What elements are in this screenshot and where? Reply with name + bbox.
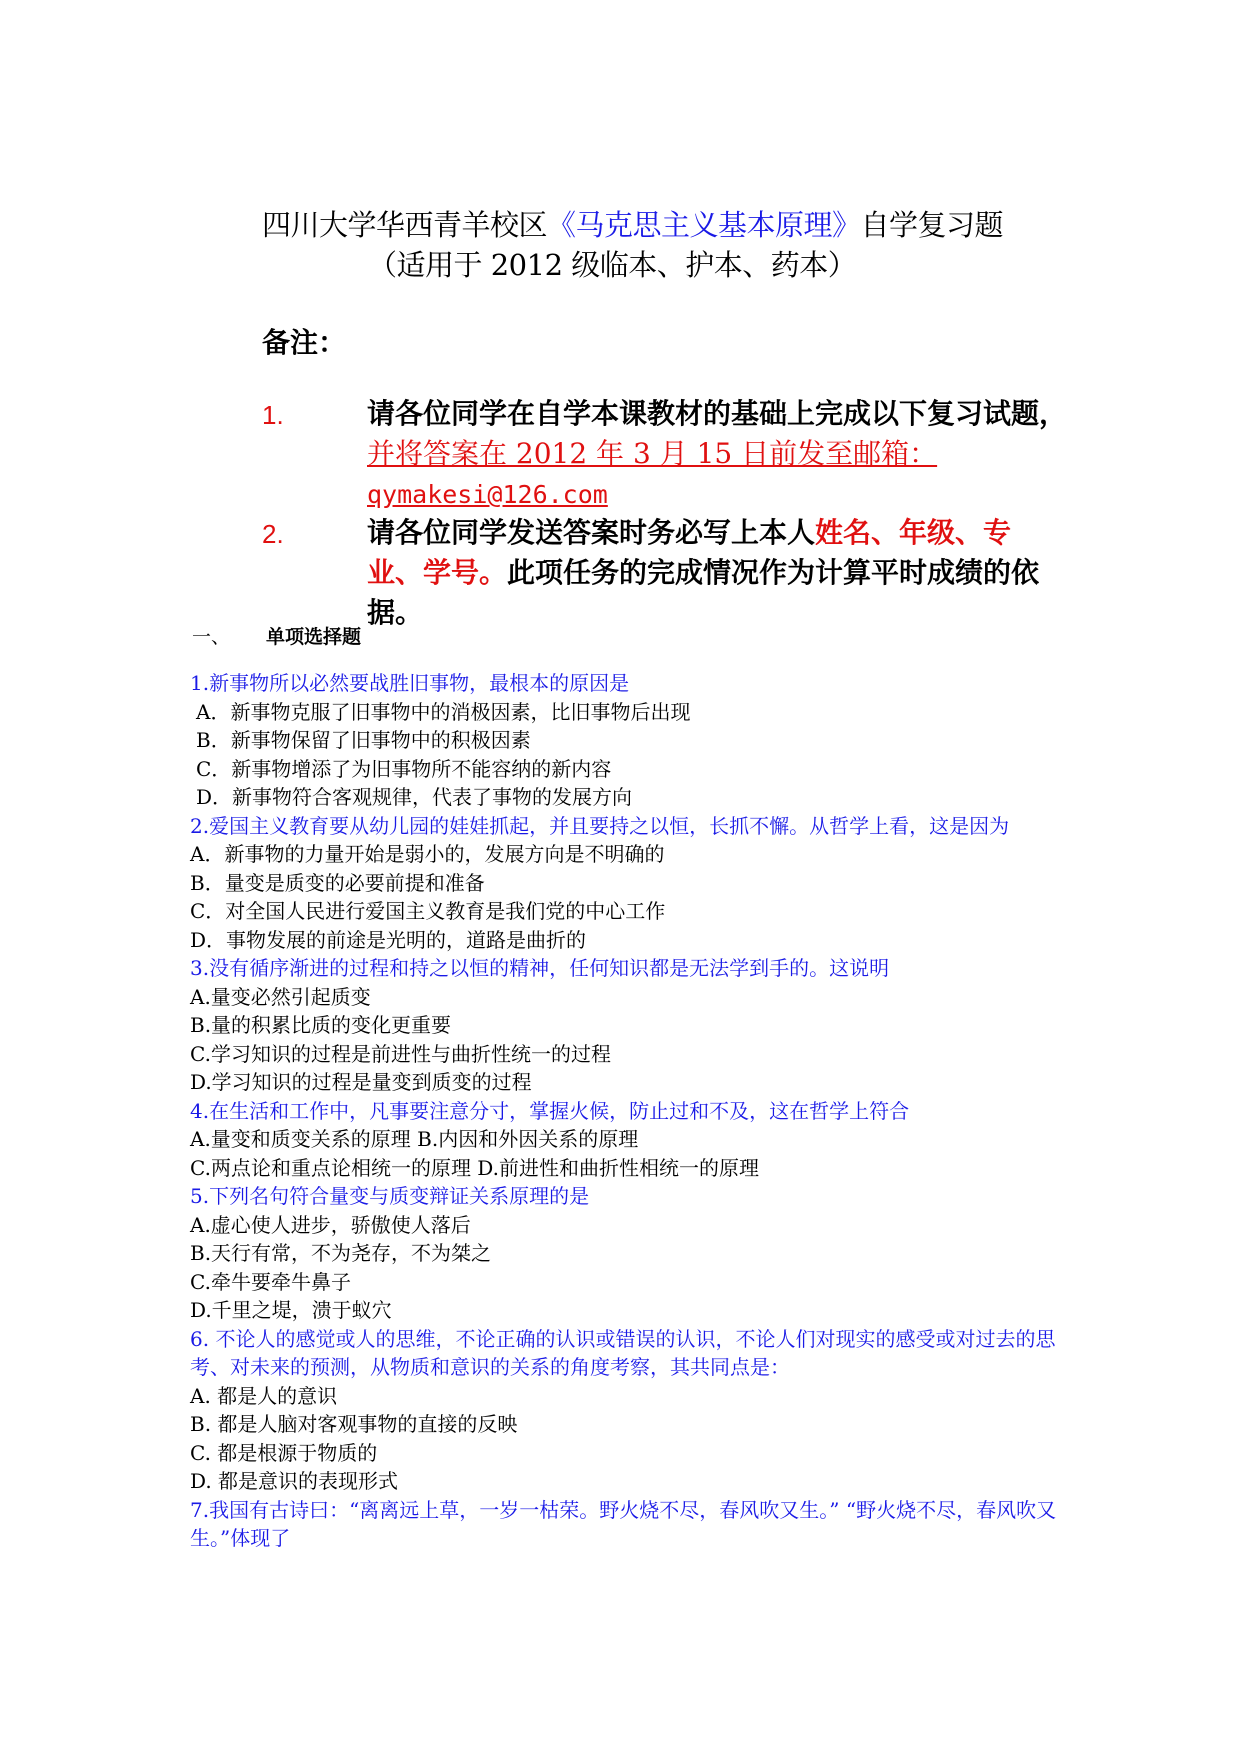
question-option: D．事物发展的前途是光明的，道路是曲折的 — [190, 927, 587, 952]
section-number: 一、 — [192, 627, 231, 648]
question-option: A.量变和质变关系的原理 B.内因和外因关系的原理 — [190, 1127, 639, 1151]
note-item-1 — [367, 394, 1067, 515]
question-option: B.量的积累比质的变化更重要 — [190, 1013, 452, 1037]
question-stem: 2.爱国主义教育要从幼儿园的娃娃抓起，并且要持之以恒，长抓不懈。从哲学上看，这是因为 — [190, 813, 1010, 838]
note-2-text-c: 此项任务的完成情况作为计算平时成绩的依据。 — [367, 556, 1040, 629]
question-option: B. 都是人脑对客观事物的直接的反映 — [190, 1412, 518, 1436]
question-option: C.牵牛要牵牛鼻子 — [190, 1269, 351, 1294]
question-stem: 7.我国有古诗曰：“离离远上草，一岁一枯荣。野火烧不尽，春风吹又生。” “野火烧不尽，春风吹又生。”体现了 — [190, 1497, 1057, 1550]
title-prefix: 四川大学华西青羊校区 — [262, 208, 548, 242]
question-option: A.虚心使人进步，骄傲使人落后 — [190, 1212, 471, 1237]
question-option: C．对全国人民进行爱国主义教育是我们党的中心工作 — [190, 899, 666, 923]
question-option: C．新事物增添了为旧事物所不能容纳的新内容 — [196, 756, 612, 781]
page-title — [262, 203, 1003, 244]
section-title: 单项选择题 — [266, 627, 362, 648]
question-option: A．新事物的力量开始是弱小的，发展方向是不明确的 — [190, 842, 665, 866]
note-number-2: 2. — [262, 519, 284, 549]
question-option: A.量变必然引起质变 — [190, 984, 371, 1009]
question-option: C.学习知识的过程是前进性与曲折性统一的过程 — [190, 1041, 611, 1066]
note-item-2 — [367, 513, 1067, 633]
question-option: D. 都是意识的表现形式 — [190, 1469, 399, 1493]
question-option: D.千里之堤，溃于蚁穴 — [190, 1298, 392, 1322]
question-option: D．新事物符合客观规律，代表了事物的发展方向 — [196, 785, 633, 809]
note-2-required-fields: 姓名、年级、专业、学号。 — [367, 516, 1012, 589]
note-1-deadline: 并将答案在 2012 年 3 月 15 日前发至邮箱： — [367, 437, 938, 470]
question-list — [190, 669, 1070, 1553]
question-option: C.两点论和重点论相统一的原理 D.前进性和曲折性相统一的原理 — [190, 1155, 759, 1180]
question-stem: 3.没有循序渐进的过程和持之以恒的精神，任何知识都是无法学到手的。这说明 — [190, 956, 890, 980]
contact-email[interactable]: qymakesi@126.com — [367, 480, 608, 509]
note-number-1: 1. — [262, 400, 284, 430]
question-stem: 4.在生活和工作中，凡事要注意分寸，掌握火候，防止过和不及，这在哲学上符合 — [190, 1098, 910, 1123]
question-option: B．新事物保留了旧事物中的积极因素 — [196, 728, 531, 752]
note-2-text-a: 请各位同学发送答案时务必写上本人 — [367, 516, 816, 549]
question-option: A. 都是人的意识 — [190, 1383, 338, 1408]
question-option: B.天行有常，不为尧存，不为桀之 — [190, 1241, 492, 1265]
question-stem: 1.新事物所以必然要战胜旧事物，最根本的原因是 — [190, 671, 630, 695]
question-option: A．新事物克服了旧事物中的消极因素，比旧事物后出现 — [196, 699, 691, 724]
section-heading — [192, 622, 361, 649]
question-stem: 6. 不论人的感觉或人的思维，不论正确的认识或错误的认识，不论人们对现实的感受或对过去的思考、对未来的预测，从物质和意识的关系的角度考察，其共同点是： — [190, 1326, 1056, 1379]
title-suffix: 自学复习题 — [860, 208, 1004, 242]
title-course: 《马克思主义基本原理》 — [547, 208, 861, 242]
page-subtitle: （适用于 2012 级临本、护本、药本） — [368, 248, 857, 282]
question-option: D.学习知识的过程是量变到质变的过程 — [190, 1070, 532, 1094]
question-stem: 5.下列名句符合量变与质变辩证关系原理的是 — [190, 1184, 590, 1208]
notes-heading: 备注： — [262, 326, 347, 359]
question-option: C. 都是根源于物质的 — [190, 1440, 378, 1465]
question-option: B．量变是质变的必要前提和准备 — [190, 870, 485, 895]
note-1-text: 请各位同学在自学本课教材的基础上完成以下复习试题， — [367, 397, 1068, 430]
